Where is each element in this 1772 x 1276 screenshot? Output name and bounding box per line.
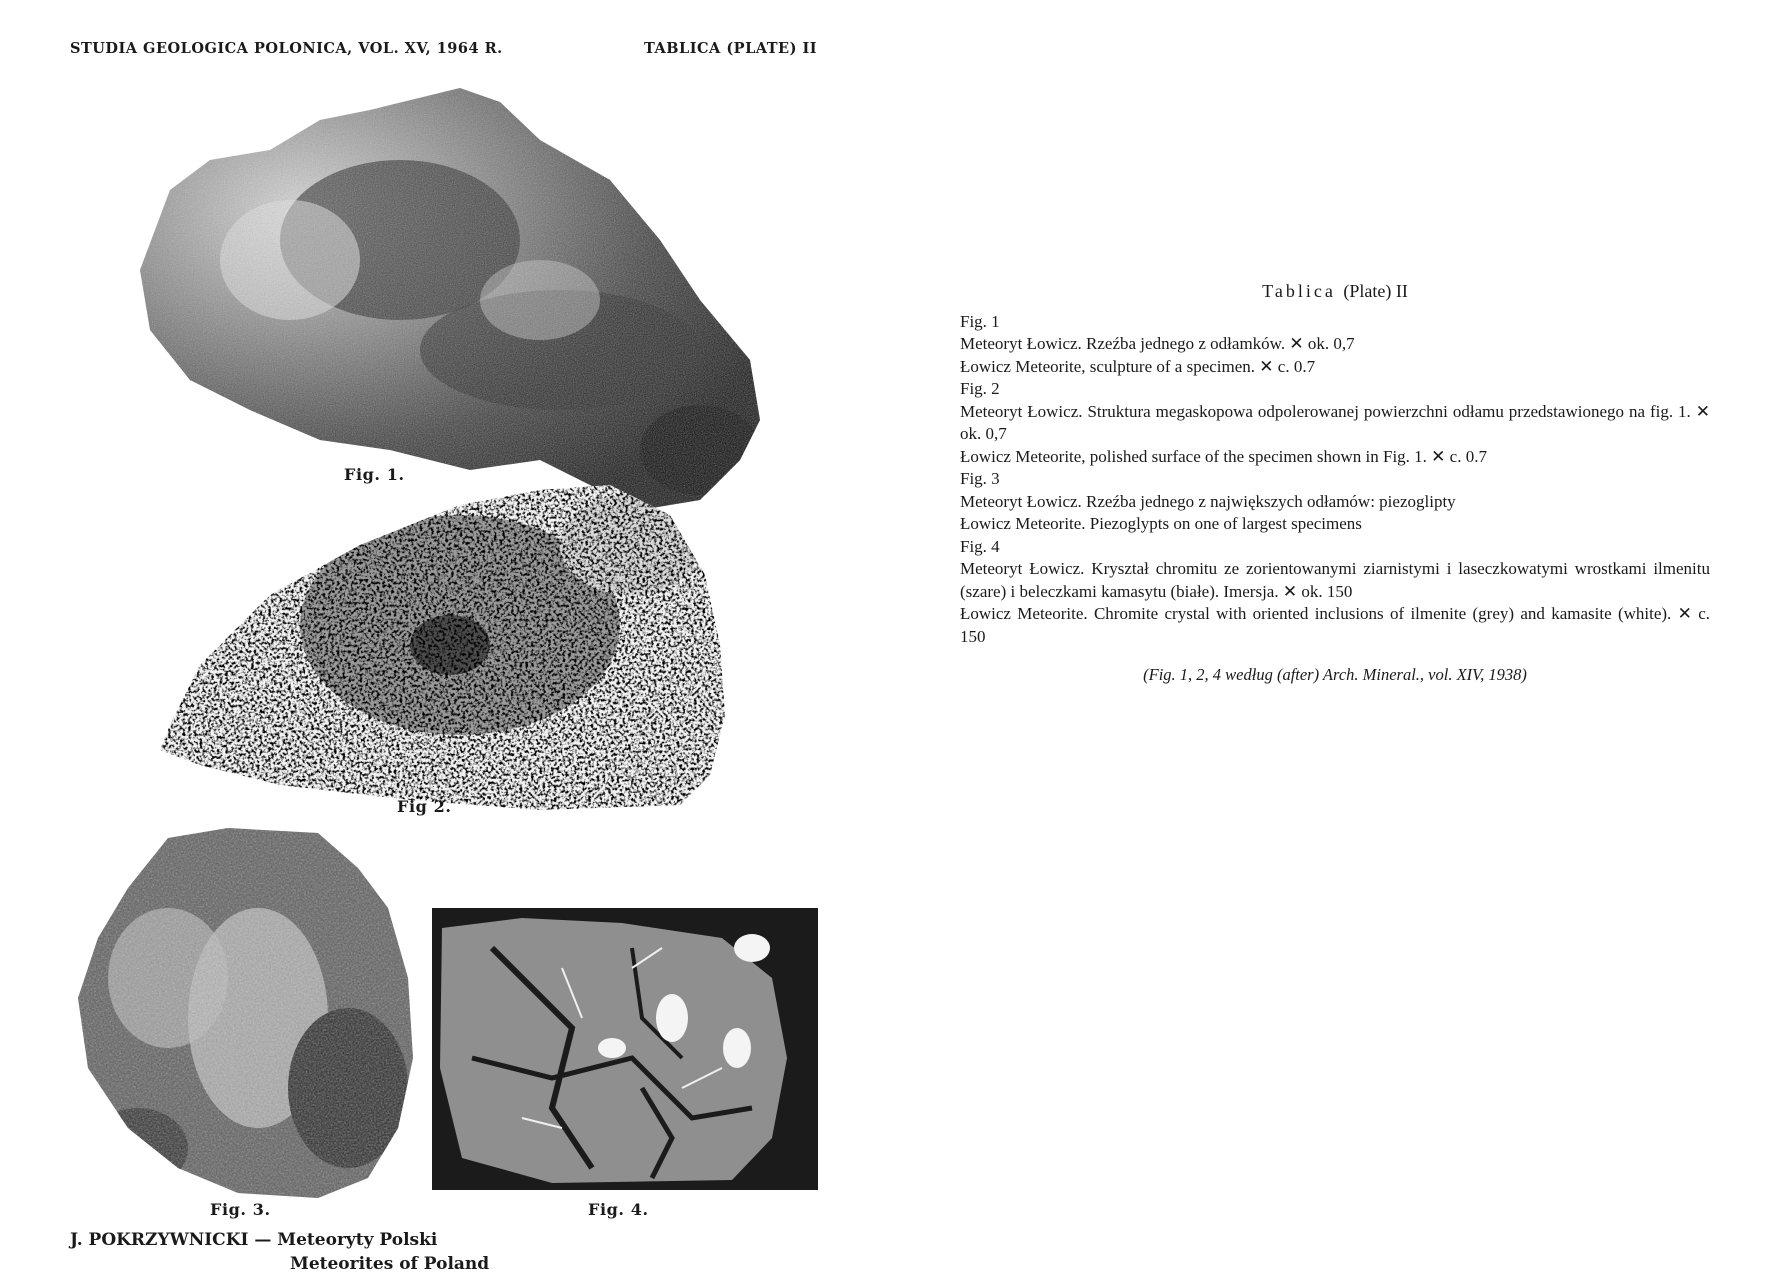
figure-2-caption: Fig 2. [397,797,452,816]
figure-2-photo [160,485,730,810]
figure-source-note: (Fig. 1, 2, 4 według (after) Arch. Mineral., vol. XIV, 1938) [1143,665,1527,684]
figure-1-photo [140,80,780,510]
fig-4-description-english: Łowicz Meteorite. Chromite crystal with oriented inclusions of ilmenite (grey) and kamasite (white). ✕ c. 150 [960,604,1710,646]
fig-2-label: Fig. 2 [960,379,1000,398]
author-block [70,1228,489,1276]
fig-1-description-english: Łowicz Meteorite, sculpture of a specimen. ✕ c. 0.7 [960,356,1316,376]
running-header-journal: STUDIA GEOLOGICA POLONICA, VOL. XV, 1964 R. [70,40,503,57]
fig-2-description-english: Łowicz Meteorite, polished surface of the specimen shown in Fig. 1. ✕ c. 0.7 [960,446,1487,466]
plate-title-rest: (Plate) II [1343,281,1408,301]
plate-explanation-title [960,280,1710,303]
figure-3-caption: Fig. 3. [210,1200,271,1219]
figure-4-photo [432,908,818,1190]
fig-3-description-polish: Meteoryt Łowicz. Rzeźba jednego z największych odłamów: piezoglipty [960,491,1456,511]
figure-3-photo [78,828,418,1198]
fig-2-description-polish: Meteoryt Łowicz. Struktura megaskopowa odpolerowanej powierzchni odłamu przedstawionego na fig. 1. ✕ ok. 0,7 [960,401,1710,443]
article-title-english: Meteorites of Poland [290,1254,490,1274]
article-title-polish: Meteoryty Polski [277,1230,438,1250]
author-name: J. POKRZYWNICKI — [70,1230,272,1250]
fig-3-label: Fig. 3 [960,469,1000,488]
figure-4-caption: Fig. 4. [588,1200,649,1219]
fig-1-label: Fig. 1 [960,311,1000,331]
running-header-plate: TABLICA (PLATE) II [644,40,818,57]
fig-3-description-english: Łowicz Meteorite. Piezoglypts on one of largest specimens [960,514,1362,533]
figure-1-caption: Fig. 1. [344,465,405,484]
plate-title-spaced: Tablica [1262,281,1336,301]
fig-1-description-polish: Meteoryt Łowicz. Rzeźba jednego z odłamków. ✕ ok. 0,7 [960,334,1355,353]
fig-4-description-polish: Meteoryt Łowicz. Kryształ chromitu ze zorientowanymi ziarnistymi i laseczkowatymi wrostkami ilmenitu (szare) i beleczkami kamasytu (białe). Imersja. ✕ ok. 150 [960,559,1710,601]
plate-explanation [960,280,1710,687]
fig-4-label: Fig. 4 [960,536,1000,556]
